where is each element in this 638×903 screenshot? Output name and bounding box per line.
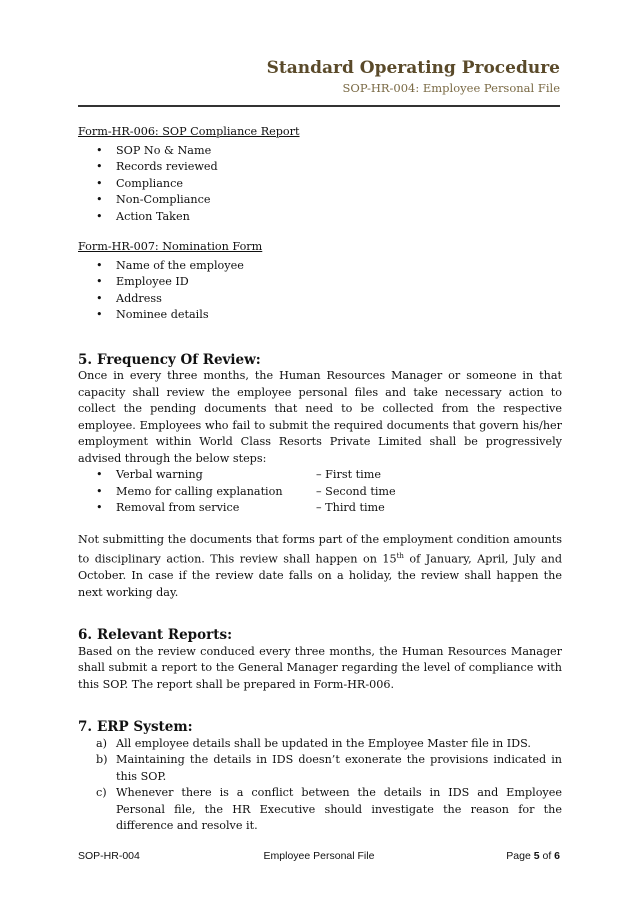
step-value: – Second time [316,484,396,498]
section-7-title: ERP System: [97,719,193,736]
header-title: Standard Operating Procedure [266,58,560,78]
section-5-title: Frequency Of Review: [97,351,261,368]
step-value: – Third time [316,501,385,514]
section-5-paragraph-2 [78,532,562,602]
form-hr-006-title: Form-HR-006: SOP Compliance Report [78,125,300,138]
step-row [78,484,562,501]
erp-list [78,736,562,835]
step-row [78,500,562,517]
header-rule [78,105,560,107]
page-prefix: Page [506,850,534,862]
footer-doc-id: SOP-HR-004 [78,850,140,862]
para2-part-a: Not submitting the documents that forms part of the employment condition amounts to disciplinary action. This review shall happen on 15 [78,532,562,566]
header-subtitle: SOP-HR-004: Employee Personal File [342,81,560,95]
list-item [78,736,562,753]
step-value: – First time [316,468,381,481]
ordinal-suffix: th [396,552,404,560]
section-7-number: 7. [78,719,93,736]
page-footer [78,850,560,862]
form-hr-007-list [78,258,562,324]
form-hr-007-block [78,239,562,324]
list-text: All employee details shall be updated in the Employee Master file in IDS. [116,736,531,750]
list-item: • Employee ID [78,274,562,291]
list-text: Whenever there is a conflict between the details in IDS and Employee Personal file, the HR Executive should investigate the reason for the difference and resolve it. [116,786,562,833]
section-5-paragraph-1: Once in every three months, the Human Resources Manager or someone in that capacity shall review the employee personal files and take necessary action to collect the pending documents that need to be collected from the respective employee. Employees who fail to submit the required documents that govern his/her employment within World Class Resorts Private Limited shall be progressively advised through the below steps: [78,369,562,465]
step-label: • Memo for calling explanation [116,484,283,498]
list-item: • SOP No & Name [78,143,562,160]
form-hr-006-list [78,143,562,226]
list-item [78,785,562,835]
page-current: 5 [533,850,540,862]
body-content [78,124,562,835]
section-6-title: Relevant Reports: [97,627,233,644]
list-item [78,752,562,785]
list-item: • Non-Compliance [78,192,562,209]
section-5-number: 5. [78,351,93,368]
list-text: Maintaining the details in IDS doesn’t exonerate the provisions indicated in this SOP. [116,753,562,783]
section-5 [78,352,562,602]
list-item: • Name of the employee [78,258,562,275]
list-item: • Compliance [78,176,562,193]
list-marker: c) [96,786,107,800]
warning-steps [78,467,562,517]
step-label: • Verbal warning [116,468,203,481]
form-hr-007-title: Form-HR-007: Nomination Form [78,240,263,253]
page-total: 6 [554,850,560,862]
list-item: • Records reviewed [78,159,562,176]
section-7 [78,719,562,835]
step-row [78,467,562,484]
section-7-heading [78,719,562,736]
list-marker: b) [96,753,108,767]
list-item: • Action Taken [78,209,562,226]
section-6-paragraph: Based on the review conduced every three months, the Human Resources Manager shall submit a report to the General Manager regarding the level of compliance with this SOP. The report shall be prepared in Form-HR-006. [78,644,562,691]
section-6-heading [78,627,562,644]
section-6 [78,627,562,693]
step-label: • Removal from service [116,501,240,514]
section-5-heading [78,352,562,369]
page-of: of [539,850,555,862]
list-item: • Address [78,291,562,308]
para2-part-b: of January, April, July and October. In case if the review date falls on a holiday, the review shall happen the next working day. [78,552,562,599]
list-marker: a) [96,736,108,750]
section-6-number: 6. [78,627,93,644]
list-item: • Nominee details [78,307,562,324]
footer-doc-title: Employee Personal File [263,850,375,862]
form-hr-006-block [78,124,562,225]
